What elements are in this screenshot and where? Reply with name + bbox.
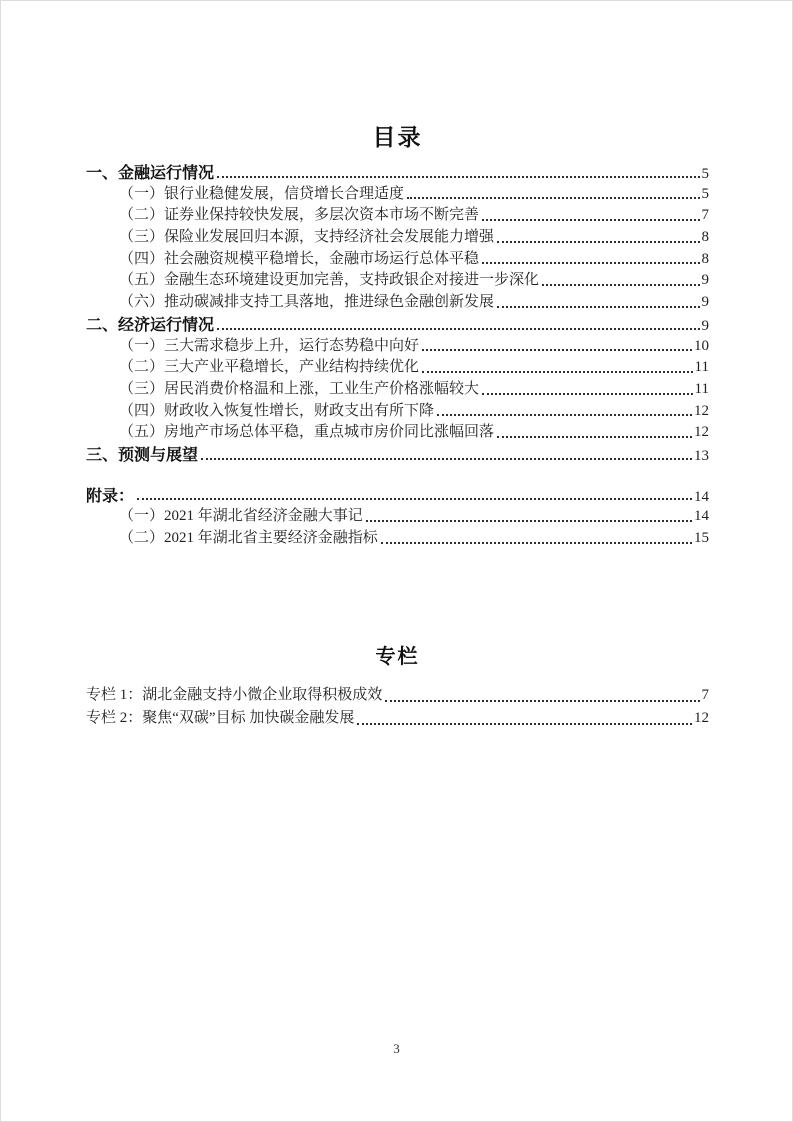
toc-entry (86, 182, 709, 204)
columns-section-title: 专栏 (375, 645, 420, 668)
toc-entry-label: （一）银行业稳健发展，信贷增长合理适度 (119, 185, 405, 202)
dot-leader (357, 723, 692, 725)
toc-page-number: 9 (701, 317, 709, 334)
dot-leader (422, 349, 692, 351)
dot-leader (137, 498, 692, 500)
toc-page-number: 10 (694, 337, 709, 354)
toc-page-number: 9 (701, 294, 709, 311)
toc-entry-label: 二、经济运行情况 (86, 316, 215, 334)
column-page-number: 12 (694, 709, 709, 726)
toc-entry-label: （五）房地产市场总体平稳，重点城市房价同比涨幅回落 (119, 424, 495, 441)
table-of-contents (86, 160, 709, 548)
dot-leader (497, 306, 699, 308)
toc-page-number: 13 (694, 447, 709, 464)
toc-entry-label: （六）推动碳减排支持工具落地，推进绿色金融创新发展 (119, 294, 495, 311)
toc-page-number: 7 (701, 207, 709, 224)
column-page-number: 7 (701, 686, 709, 703)
toc-entry (86, 483, 709, 505)
toc-entry-label: （四）财政收入恢复性增长，财政支出有所下降 (119, 402, 435, 419)
toc-page-number: 14 (694, 488, 709, 505)
column-entry (86, 706, 709, 729)
toc-entry-label: 一、金融运行情况 (86, 165, 215, 182)
dot-leader (482, 393, 693, 395)
toc-entry-label: （五）金融生态环境建设更加完善，支持政银企对接进一步深化 (119, 272, 540, 289)
dot-leader (482, 262, 699, 264)
toc-entry (86, 442, 709, 464)
toc-page-number: 5 (701, 166, 709, 182)
toc-entry (86, 312, 709, 334)
toc-entry (86, 420, 709, 442)
footer-page-number: 3 (393, 1041, 400, 1056)
dot-leader (497, 436, 692, 438)
toc-entry-label: （二）2021 年湖北省主要经济金融指标 (119, 530, 378, 546)
toc-page-number: 15 (694, 530, 709, 546)
dot-leader (217, 328, 699, 330)
toc-page-number: 11 (694, 359, 709, 376)
column-entry (86, 683, 709, 706)
toc-page-number: 8 (701, 250, 709, 267)
toc-entry (86, 399, 709, 421)
column-entry-label: 专栏 2：聚焦“双碳”目标 加快碳金融发展 (86, 709, 355, 726)
toc-entry (86, 268, 709, 290)
toc-entry (86, 225, 709, 247)
toc-entry (86, 334, 709, 356)
toc-entry-label: （一）2021 年湖北省经济金融大事记 (119, 508, 363, 525)
toc-entry-label: （四）社会融资规模平稳增长，金融市场运行总体平稳 (119, 250, 480, 267)
toc-entry-label: 附录： (86, 487, 135, 505)
dot-leader (482, 219, 699, 221)
dot-leader (437, 414, 692, 416)
toc-page-number: 9 (701, 272, 709, 289)
toc-entry (86, 203, 709, 225)
toc-entry (86, 504, 709, 526)
toc-page-number: 8 (701, 229, 709, 246)
dot-leader (201, 458, 692, 460)
column-entry-label: 专栏 1：湖北金融支持小微企业取得积极成效 (86, 686, 383, 703)
dot-leader (542, 284, 699, 286)
dot-leader (217, 176, 699, 178)
toc-title: 目录 (372, 124, 423, 150)
page-content (86, 1, 709, 729)
toc-entry (86, 526, 709, 548)
toc-entry-label: （三）保险业发展回归本源，支持经济社会发展能力增强 (119, 229, 495, 246)
dot-leader (385, 700, 699, 702)
columns-list (86, 683, 709, 729)
toc-page-number: 12 (694, 424, 709, 441)
toc-page-number: 14 (694, 508, 709, 525)
toc-entry (86, 290, 709, 312)
toc-entry (86, 377, 709, 399)
toc-entry-label: （二）三大产业平稳增长，产业结构持续优化 (119, 359, 420, 376)
toc-entry-label: （一）三大需求稳步上升，运行态势稳中向好 (119, 337, 420, 354)
dot-leader (422, 371, 693, 373)
toc-entry-label: 三、预测与展望 (86, 446, 199, 464)
dot-leader (407, 197, 699, 199)
dot-leader (366, 520, 692, 522)
toc-entry (86, 355, 709, 377)
toc-entry (86, 160, 709, 182)
toc-entry-label: （三）居民消费价格温和上涨，工业生产价格涨幅较大 (119, 380, 480, 397)
toc-entry (86, 247, 709, 269)
toc-page-number: 11 (694, 380, 709, 397)
dot-leader (381, 542, 692, 544)
toc-page-number: 5 (701, 185, 709, 202)
toc-page-number: 12 (694, 402, 709, 419)
dot-leader (497, 241, 699, 243)
toc-entry-label: （二）证券业保持较快发展，多层次资本市场不断完善 (119, 207, 480, 224)
